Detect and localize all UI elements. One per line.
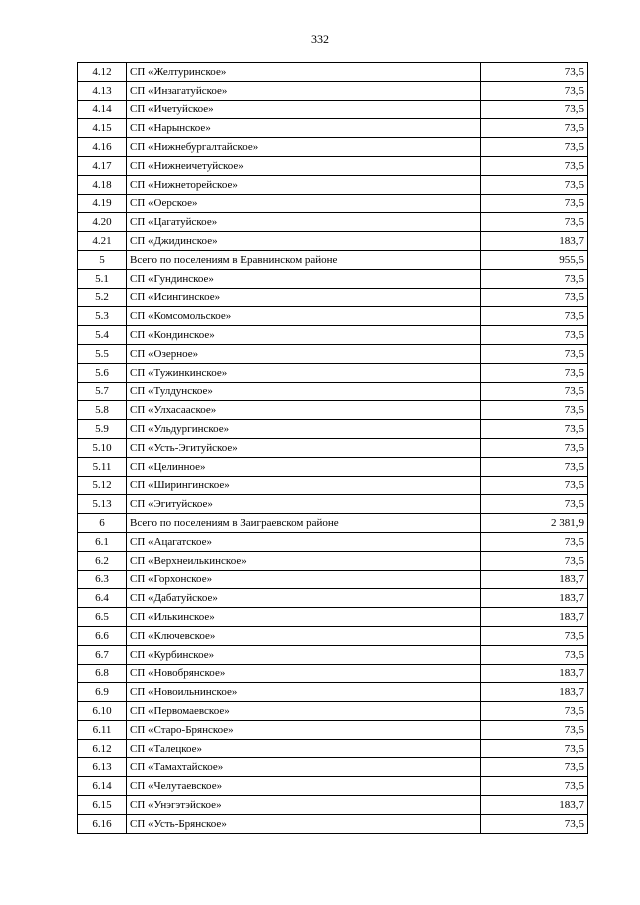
settlement-name: СП «Ичетуйское» (127, 100, 481, 119)
row-number: 6.3 (78, 570, 127, 589)
amount-value: 183,7 (481, 796, 588, 815)
table-row (78, 156, 588, 175)
table-row (78, 420, 588, 439)
amount-value: 183,7 (481, 683, 588, 702)
settlement-name: СП «Нижнеичетуйское» (127, 156, 481, 175)
settlement-name: СП «Ульдургинское» (127, 420, 481, 439)
amount-value: 73,5 (481, 457, 588, 476)
amount-value: 73,5 (481, 119, 588, 138)
row-number: 5.3 (78, 307, 127, 326)
table-row (78, 63, 588, 82)
row-number: 4.17 (78, 156, 127, 175)
settlement-name: СП «Нижнеторейское» (127, 175, 481, 194)
amount-value: 73,5 (481, 307, 588, 326)
settlement-name: СП «Челутаевское» (127, 777, 481, 796)
row-number: 6 (78, 514, 127, 533)
row-number: 5.7 (78, 382, 127, 401)
settlement-name: СП «Нарынское» (127, 119, 481, 138)
table-row (78, 100, 588, 119)
amount-value: 2 381,9 (481, 514, 588, 533)
row-number: 6.13 (78, 758, 127, 777)
row-number: 6.9 (78, 683, 127, 702)
row-number: 6.2 (78, 551, 127, 570)
table-row (78, 796, 588, 815)
settlement-name: СП «Оерское» (127, 194, 481, 213)
settlement-name: СП «Тамахтайское» (127, 758, 481, 777)
amount-value: 73,5 (481, 720, 588, 739)
table-row (78, 532, 588, 551)
amount-value: 183,7 (481, 589, 588, 608)
amount-value: 73,5 (481, 476, 588, 495)
row-number: 5.6 (78, 363, 127, 382)
row-number: 5.5 (78, 344, 127, 363)
row-number: 6.14 (78, 777, 127, 796)
row-number: 4.16 (78, 138, 127, 157)
settlement-name: СП «Горхонское» (127, 570, 481, 589)
amount-value: 73,5 (481, 551, 588, 570)
amount-value: 73,5 (481, 138, 588, 157)
row-number: 6.5 (78, 608, 127, 627)
table-row (78, 777, 588, 796)
row-number: 4.14 (78, 100, 127, 119)
row-number: 5.8 (78, 401, 127, 420)
amount-value: 73,5 (481, 420, 588, 439)
amount-value: 73,5 (481, 81, 588, 100)
amount-value: 73,5 (481, 702, 588, 721)
settlement-name: СП «Талецкое» (127, 739, 481, 758)
amount-value: 73,5 (481, 758, 588, 777)
row-number: 6.8 (78, 664, 127, 683)
row-number: 5.1 (78, 269, 127, 288)
amount-value: 73,5 (481, 326, 588, 345)
row-number: 5 (78, 250, 127, 269)
table-row (78, 119, 588, 138)
row-number: 5.12 (78, 476, 127, 495)
amount-value: 73,5 (481, 363, 588, 382)
amount-value: 73,5 (481, 532, 588, 551)
settlement-name: СП «Старо-Брянское» (127, 720, 481, 739)
row-number: 4.12 (78, 63, 127, 82)
table-row (78, 495, 588, 514)
amount-value: 73,5 (481, 814, 588, 833)
table-row (78, 288, 588, 307)
row-number: 6.16 (78, 814, 127, 833)
amount-value: 183,7 (481, 664, 588, 683)
row-number: 4.15 (78, 119, 127, 138)
settlement-name: СП «Тужинкинское» (127, 363, 481, 382)
row-number: 5.13 (78, 495, 127, 514)
table-row (78, 438, 588, 457)
table-row (78, 758, 588, 777)
settlement-name: СП «Инзагатуйское» (127, 81, 481, 100)
settlement-name: Всего по поселениям в Заиграевском районе (127, 514, 481, 533)
table-row (78, 814, 588, 833)
table-row (78, 363, 588, 382)
settlement-name: СП «Унэгэтэйское» (127, 796, 481, 815)
settlement-name: СП «Новоильнинское» (127, 683, 481, 702)
settlement-name: СП «Кондинское» (127, 326, 481, 345)
amount-value: 73,5 (481, 175, 588, 194)
table-row (78, 645, 588, 664)
table-row (78, 382, 588, 401)
row-number: 4.13 (78, 81, 127, 100)
row-number: 5.10 (78, 438, 127, 457)
settlements-table (77, 62, 588, 834)
row-number: 4.20 (78, 213, 127, 232)
amount-value: 73,5 (481, 645, 588, 664)
settlement-name: СП «Ширингинское» (127, 476, 481, 495)
row-number: 5.4 (78, 326, 127, 345)
settlement-name: Всего по поселениям в Еравнинском районе (127, 250, 481, 269)
settlement-name: СП «Улхасаaское» (127, 401, 481, 420)
amount-value: 73,5 (481, 269, 588, 288)
amount-value: 73,5 (481, 156, 588, 175)
table-row (78, 307, 588, 326)
settlement-name: СП «Тулдунское» (127, 382, 481, 401)
amount-value: 73,5 (481, 626, 588, 645)
amount-value: 73,5 (481, 288, 588, 307)
row-number: 4.21 (78, 232, 127, 251)
row-number: 5.2 (78, 288, 127, 307)
row-number: 4.18 (78, 175, 127, 194)
settlement-name: СП «Исингинское» (127, 288, 481, 307)
settlement-name: СП «Озерное» (127, 344, 481, 363)
settlement-name: СП «Джидинское» (127, 232, 481, 251)
row-number: 6.6 (78, 626, 127, 645)
table-row (78, 194, 588, 213)
table-row (78, 457, 588, 476)
settlement-name: СП «Первомаевское» (127, 702, 481, 721)
settlement-name: СП «Желтуринское» (127, 63, 481, 82)
table-row (78, 626, 588, 645)
row-number: 4.19 (78, 194, 127, 213)
settlement-name: СП «Ключевское» (127, 626, 481, 645)
amount-value: 73,5 (481, 63, 588, 82)
amount-value: 73,5 (481, 344, 588, 363)
table-row (78, 175, 588, 194)
amount-value: 73,5 (481, 495, 588, 514)
table-row (78, 344, 588, 363)
row-number: 6.7 (78, 645, 127, 664)
amount-value: 73,5 (481, 777, 588, 796)
table-row (78, 589, 588, 608)
table-row (78, 213, 588, 232)
amount-value: 73,5 (481, 194, 588, 213)
settlement-name: СП «Целинное» (127, 457, 481, 476)
table-row (78, 401, 588, 420)
row-number: 6.4 (78, 589, 127, 608)
amount-value: 955,5 (481, 250, 588, 269)
table-row (78, 739, 588, 758)
table-row (78, 551, 588, 570)
settlement-name: СП «Дабатуйское» (127, 589, 481, 608)
table-row (78, 250, 588, 269)
amount-value: 73,5 (481, 739, 588, 758)
settlement-name: СП «Нижнебургалтайское» (127, 138, 481, 157)
settlement-name: СП «Цагатуйское» (127, 213, 481, 232)
table-body (78, 63, 588, 834)
table-row (78, 514, 588, 533)
amount-value: 73,5 (481, 438, 588, 457)
table-row (78, 720, 588, 739)
row-number: 5.11 (78, 457, 127, 476)
row-number: 6.11 (78, 720, 127, 739)
settlement-name: СП «Новобрянское» (127, 664, 481, 683)
settlement-name: СП «Илькинское» (127, 608, 481, 627)
amount-value: 73,5 (481, 213, 588, 232)
page-number: 332 (311, 32, 329, 46)
row-number: 6.1 (78, 532, 127, 551)
amount-value: 183,7 (481, 570, 588, 589)
table-row (78, 269, 588, 288)
table-row (78, 664, 588, 683)
amount-value: 73,5 (481, 382, 588, 401)
settlement-name: СП «Ацагатское» (127, 532, 481, 551)
settlement-name: СП «Комсомольское» (127, 307, 481, 326)
amount-value: 183,7 (481, 608, 588, 627)
settlement-name: СП «Верхнеилькинское» (127, 551, 481, 570)
settlement-name: СП «Эгитуйское» (127, 495, 481, 514)
amount-value: 73,5 (481, 100, 588, 119)
table-row (78, 81, 588, 100)
row-number: 6.10 (78, 702, 127, 721)
row-number: 6.12 (78, 739, 127, 758)
table-row (78, 570, 588, 589)
table-row (78, 702, 588, 721)
row-number: 5.9 (78, 420, 127, 439)
amount-value: 73,5 (481, 401, 588, 420)
table-row (78, 138, 588, 157)
row-number: 6.15 (78, 796, 127, 815)
settlement-name: СП «Гундинское» (127, 269, 481, 288)
amount-value: 183,7 (481, 232, 588, 251)
table-row (78, 476, 588, 495)
table-row (78, 232, 588, 251)
table-row (78, 326, 588, 345)
table-row (78, 608, 588, 627)
table-row (78, 683, 588, 702)
settlement-name: СП «Усть-Эгитуйское» (127, 438, 481, 457)
settlement-name: СП «Усть-Брянское» (127, 814, 481, 833)
settlement-name: СП «Курбинское» (127, 645, 481, 664)
